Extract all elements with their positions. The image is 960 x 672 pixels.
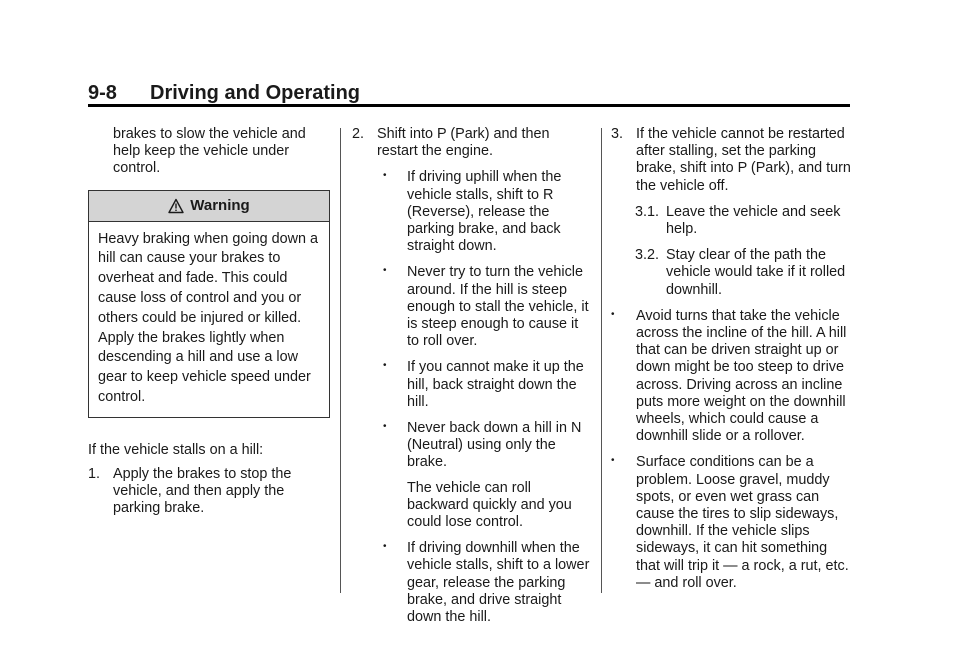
continued-text: brakes to slow the vehicle and help keep the vehicle under control. bbox=[113, 126, 306, 177]
step-1-text: Apply the brakes to stop the vehicle, and then apply the parking brake. bbox=[113, 465, 292, 517]
bullet-continuation: The vehicle can roll backward quickly and you could lose control. bbox=[407, 479, 572, 531]
warning-title: Warning bbox=[190, 197, 250, 214]
bullet-item bbox=[352, 359, 592, 411]
page-number: 9-8 bbox=[88, 82, 117, 104]
page-header bbox=[88, 80, 850, 106]
stall-intro: If the vehicle stalls on a hill: bbox=[88, 441, 264, 458]
chapter-title: Driving and Operating bbox=[150, 82, 361, 104]
bullet-icon: • bbox=[611, 308, 615, 320]
warning-body: Heavy braking when going down a hill can cause your brakes to overheat and fade. This could cause loss of control and you or others could be injured or killed. Apply the brakes lightly when descending a hill and use a low gear to keep vehicle speed under control. bbox=[98, 230, 318, 405]
bullet-item bbox=[352, 169, 592, 255]
bullet-text: Avoid turns that take the vehicle across the incline of the hill. A hill that can be driven straight up or down might be too steep to drive across. Driving across an incline puts more weight on the downhill wheels, which could cause a downhill slide or a rollover. bbox=[636, 307, 847, 445]
bullet-item bbox=[611, 454, 853, 592]
substep-3-2-text: Stay clear of the path the vehicle would take if it rolled downhill. bbox=[666, 247, 846, 298]
step-2-number: 2. bbox=[352, 126, 365, 142]
substep-3-2-number: 3.2. bbox=[635, 247, 660, 264]
bullet-text: Surface conditions can be a problem. Loose gravel, muddy spots, or even wet grass can cause the tires to slip sideways, downhill. If the vehicle slips sideways, it can hit something that will trip it — a rock, a rut, etc. — and roll over. bbox=[636, 454, 849, 591]
warning-box bbox=[88, 190, 330, 418]
bullet-item bbox=[611, 308, 853, 446]
substep-3-1-text: Leave the vehicle and seek help. bbox=[666, 203, 841, 238]
bullet-text: If driving uphill when the vehicle stalls, shift to R (Reverse), release the parking brake, and back straight down. bbox=[407, 169, 562, 255]
bullet-item bbox=[352, 540, 592, 626]
step-2 bbox=[352, 126, 592, 160]
bullet-icon: • bbox=[383, 360, 387, 372]
bullet-item bbox=[352, 420, 592, 472]
bullet-icon: • bbox=[383, 541, 387, 553]
substep-3-2 bbox=[611, 247, 853, 299]
step-3-text: If the vehicle cannot be restarted after stalling, set the parking brake, shift into P (Park), and turn the vehicle off. bbox=[636, 126, 851, 194]
step-2-text: Shift into P (Park) and then restart the engine. bbox=[377, 126, 550, 160]
bullet-icon: • bbox=[383, 421, 387, 433]
column-2 bbox=[352, 126, 592, 626]
substep-3-1 bbox=[611, 204, 853, 238]
warning-icon bbox=[168, 198, 184, 214]
step-3-number: 3. bbox=[611, 126, 624, 142]
substep-3-1-number: 3.1. bbox=[635, 203, 660, 220]
bullet-icon: • bbox=[383, 170, 387, 182]
step-3 bbox=[611, 126, 853, 195]
bullet-text: Never back down a hill in N (Neutral) using only the brake. bbox=[407, 420, 582, 471]
bullet-icon: • bbox=[383, 265, 387, 277]
column-divider-2 bbox=[601, 128, 602, 593]
bullet-item bbox=[352, 264, 592, 350]
step-1-number: 1. bbox=[88, 465, 101, 482]
column-1 bbox=[88, 126, 330, 518]
bullet-text: If you cannot make it up the hill, back straight down the hill. bbox=[407, 359, 584, 410]
column-3 bbox=[611, 126, 853, 592]
warning-header bbox=[89, 191, 329, 222]
column-divider-1 bbox=[340, 128, 341, 593]
bullet-text: Never try to turn the vehicle around. If the hill is steep enough to stall the vehicle, it is steep enough to cause it to roll over. bbox=[407, 264, 589, 350]
bullet-icon: • bbox=[611, 455, 615, 467]
bullet-text: If driving downhill when the vehicle stalls, shift to a lower gear, release the parking brake, and drive straight down the hill. bbox=[407, 540, 590, 626]
step-1 bbox=[88, 466, 330, 518]
header-rule bbox=[88, 104, 850, 107]
